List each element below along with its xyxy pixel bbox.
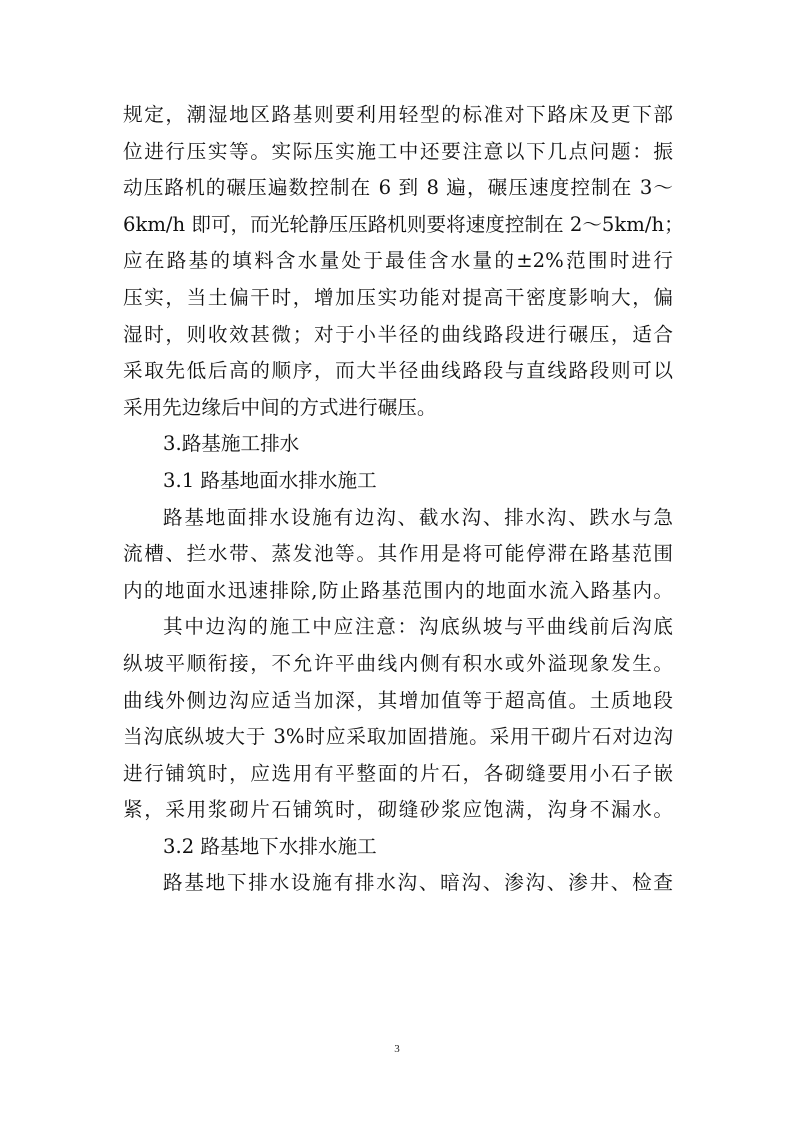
section-heading: 3.路基施工排水 xyxy=(163,432,300,456)
text-line: 进行铺筑时，应选用有平整面的片石，各砌缝要用小石子嵌 xyxy=(123,761,673,785)
text-line: 路基地下排水设施有排水沟、暗沟、渗沟、渗井、检查 xyxy=(163,871,673,895)
text-line: 位进行压实等。实际压实施工中还要注意以下几点问题：振 xyxy=(123,139,673,163)
body-text xyxy=(123,97,684,902)
text-line: 纵坡平顺衔接，不允许平曲线内侧有积水或外溢现象发生。 xyxy=(123,651,673,675)
text-line: 当沟底纵坡大于 3%时应采取加固措施。采用干砌片石对边沟 xyxy=(123,725,673,749)
text-line: 6km/h 即可，而光轮静压压路机则要将速度控制在 2～5km/h； xyxy=(123,212,684,236)
text-line: 规定，潮湿地区路基则要利用轻型的标准对下路床及更下部 xyxy=(123,103,673,126)
page-number: 3 xyxy=(394,1043,400,1055)
text-line: 流槽、拦水带、蒸发池等。其作用是将可能停滞在路基范围 xyxy=(123,542,673,566)
subsection-heading: 3.1 路基地面水排水施工 xyxy=(163,468,377,492)
text-line: 曲线外侧边沟应适当加深，其增加值等于超高值。土质地段 xyxy=(123,688,673,712)
text-line: 动压路机的碾压遍数控制在 6 到 8 遍，碾压速度控制在 3～ xyxy=(123,176,673,200)
text-line: 湿时，则收效甚微；对于小半径的曲线路段进行碾压，适合 xyxy=(123,322,673,346)
text-line: 路基地面排水设施有边沟、截水沟、排水沟、跌水与急 xyxy=(163,505,673,529)
text-line: 其中边沟的施工中应注意：沟底纵坡与平曲线前后沟底 xyxy=(163,615,673,639)
text-line: 应在路基的填料含水量处于最佳含水量的±2%范围时进行 xyxy=(123,249,673,273)
text-line: 采取先低后高的顺序，而大半径曲线路段与直线路段则可以 xyxy=(123,359,673,383)
subsection-heading: 3.2 路基地下水排水施工 xyxy=(163,834,377,858)
text-line: 采用先边缘后中间的方式进行碾压。 xyxy=(123,395,437,419)
text-line: 压实，当土偏干时，增加压实功能对提高干密度影响大，偏 xyxy=(123,285,673,309)
text-line: 内的地面水迅速排除,防止路基范围内的地面水流入路基内。 xyxy=(123,578,673,602)
text-line: 紧，采用浆砌片石铺筑时，砌缝砂浆应饱满，沟身不漏水。 xyxy=(123,798,673,822)
